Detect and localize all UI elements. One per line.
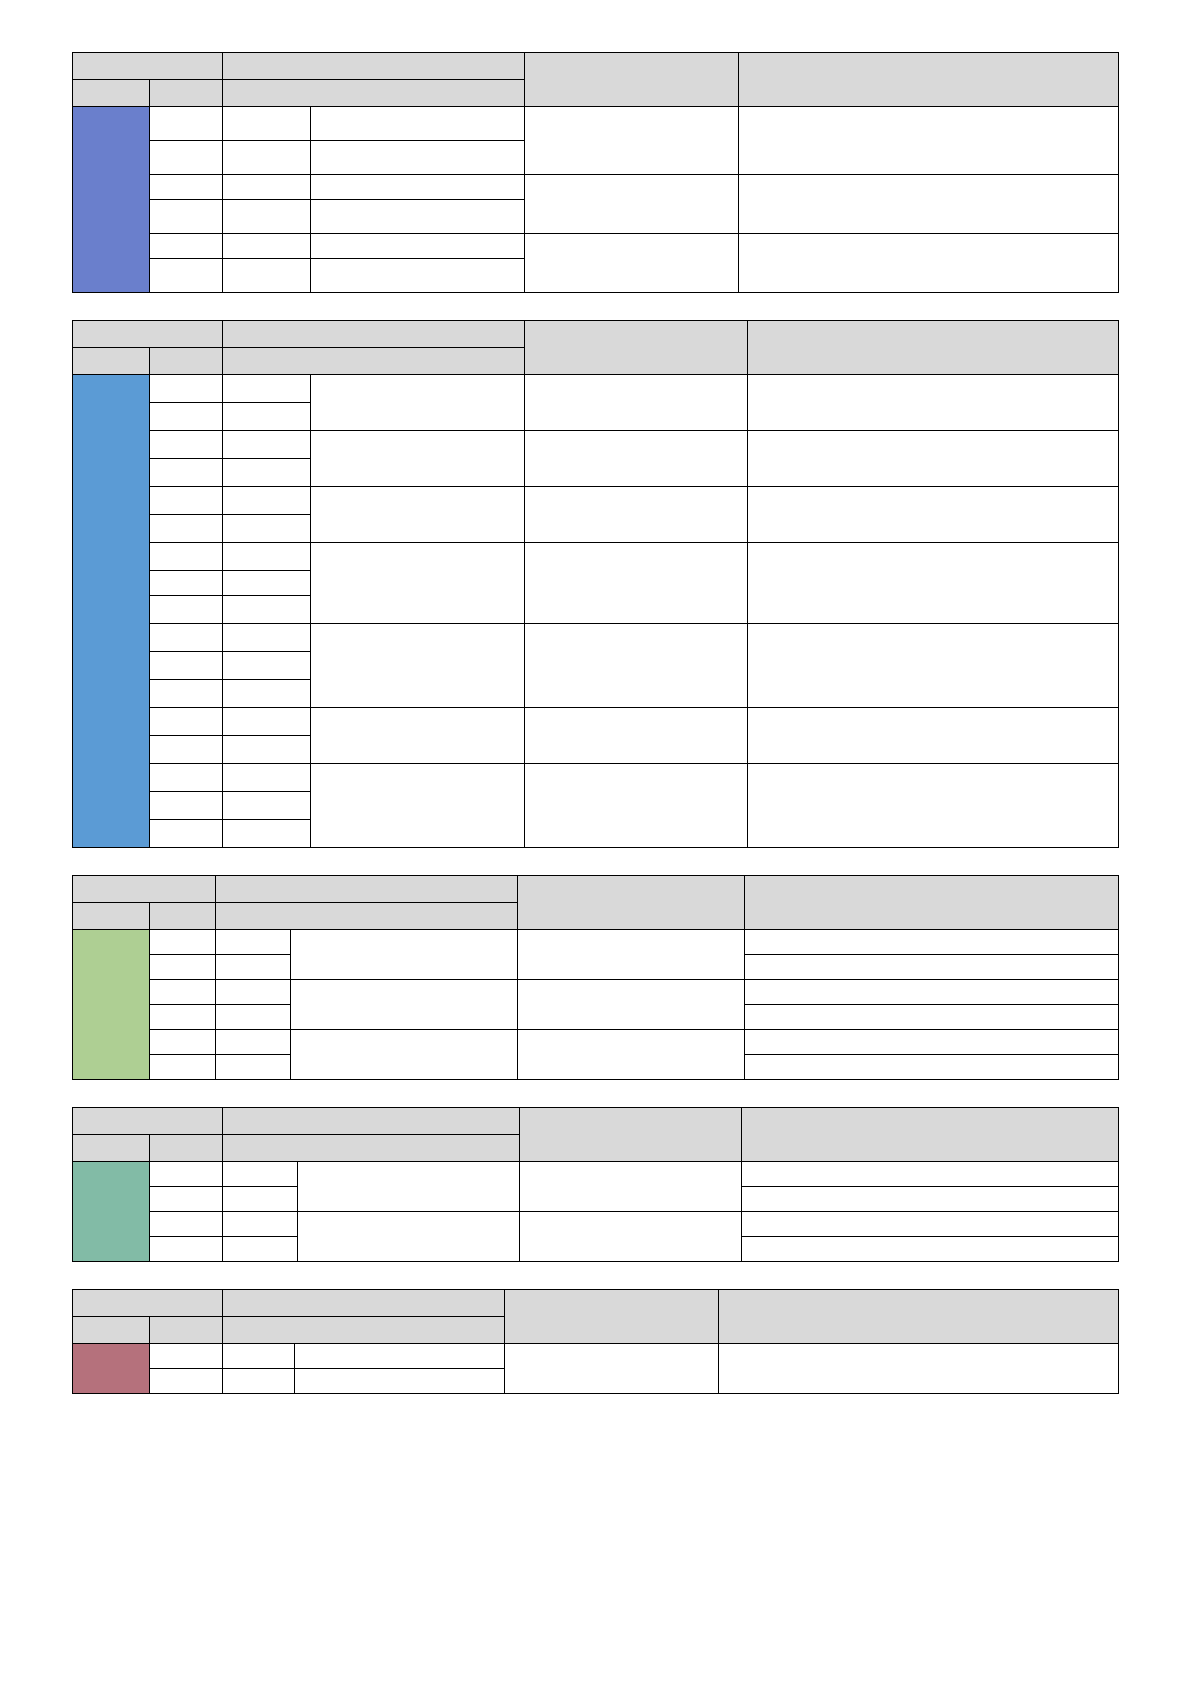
header-cell-item bbox=[223, 53, 525, 80]
cell-num bbox=[150, 487, 223, 515]
header-cell-notes bbox=[748, 321, 1119, 375]
table-row bbox=[73, 1030, 1119, 1055]
cell-notes bbox=[742, 1187, 1119, 1212]
cell-code bbox=[223, 107, 311, 141]
cell-code bbox=[222, 1187, 297, 1212]
cell-code bbox=[223, 234, 311, 259]
cell-num bbox=[150, 375, 223, 403]
table-row bbox=[73, 930, 1119, 955]
cell-item bbox=[310, 234, 524, 259]
cell-item bbox=[310, 375, 524, 431]
cell-notes bbox=[744, 1030, 1118, 1055]
cell-num bbox=[150, 792, 223, 820]
cell-code bbox=[223, 596, 311, 624]
table-block-3 bbox=[72, 875, 1119, 1080]
header-cell-category bbox=[73, 321, 223, 348]
cell-notes bbox=[742, 1212, 1119, 1237]
cell-mid bbox=[520, 1212, 742, 1262]
table-block-1 bbox=[72, 52, 1119, 293]
header-cell-category bbox=[73, 53, 223, 80]
header-cell-code bbox=[150, 348, 223, 375]
cell-item bbox=[295, 1344, 505, 1369]
cell-code bbox=[223, 200, 311, 234]
cell-notes bbox=[738, 234, 1118, 293]
cell-code bbox=[216, 930, 291, 955]
cell-item bbox=[310, 543, 524, 624]
cell-num bbox=[150, 680, 223, 708]
cell-code bbox=[216, 1030, 291, 1055]
header-cell-item-sub bbox=[222, 1317, 504, 1344]
cell-num bbox=[150, 1212, 223, 1237]
cell-code bbox=[223, 680, 311, 708]
cell-notes bbox=[742, 1237, 1119, 1262]
cell-code bbox=[223, 141, 311, 175]
table-row bbox=[73, 175, 1119, 200]
cell-code bbox=[222, 1369, 295, 1394]
header-cell-category bbox=[73, 876, 216, 903]
cell-mid bbox=[505, 1344, 719, 1394]
cell-num bbox=[150, 403, 223, 431]
cell-num bbox=[150, 1030, 216, 1055]
cell-notes bbox=[744, 930, 1118, 955]
cell-code bbox=[223, 431, 311, 459]
cell-item bbox=[310, 708, 524, 764]
table-row bbox=[73, 708, 1119, 736]
cell-mid bbox=[525, 375, 748, 431]
cell-notes bbox=[744, 1055, 1118, 1080]
cell-mid bbox=[517, 1030, 744, 1080]
header-cell-no bbox=[73, 80, 150, 107]
cell-code bbox=[223, 708, 311, 736]
cell-code bbox=[223, 543, 311, 571]
cell-code bbox=[222, 1237, 297, 1262]
cell-mid bbox=[525, 431, 748, 487]
table-row bbox=[73, 543, 1119, 571]
cell-code bbox=[223, 375, 311, 403]
cell-num bbox=[150, 764, 223, 792]
cell-num bbox=[150, 708, 223, 736]
header-cell-code bbox=[150, 80, 223, 107]
header-cell-notes bbox=[738, 53, 1118, 107]
category-accent-swatch bbox=[73, 375, 150, 848]
table-row bbox=[73, 764, 1119, 792]
cell-mid bbox=[525, 175, 738, 234]
cell-num bbox=[150, 820, 223, 848]
cell-mid bbox=[520, 1162, 742, 1212]
cell-notes bbox=[748, 431, 1119, 487]
cell-code bbox=[223, 259, 311, 293]
category-accent-swatch bbox=[73, 107, 150, 293]
table-row bbox=[73, 107, 1119, 141]
table-header-row-top bbox=[73, 876, 1119, 903]
cell-mid bbox=[525, 234, 738, 293]
header-cell-mid bbox=[525, 53, 738, 107]
cell-item bbox=[310, 107, 524, 141]
cell-notes bbox=[738, 175, 1118, 234]
table-row bbox=[73, 1212, 1119, 1237]
cell-num bbox=[150, 624, 223, 652]
header-cell-item-sub bbox=[223, 348, 525, 375]
cell-item bbox=[310, 141, 524, 175]
header-cell-notes bbox=[742, 1108, 1119, 1162]
table-header-row-top bbox=[73, 321, 1119, 348]
cell-item bbox=[297, 1162, 519, 1212]
cell-code bbox=[223, 820, 311, 848]
header-cell-code bbox=[150, 1317, 223, 1344]
cell-code bbox=[223, 515, 311, 543]
category-accent-swatch bbox=[73, 930, 150, 1080]
cell-notes bbox=[738, 107, 1118, 175]
cell-notes bbox=[744, 955, 1118, 980]
cell-notes bbox=[718, 1344, 1118, 1394]
header-cell-mid bbox=[505, 1290, 719, 1344]
cell-item bbox=[291, 1030, 518, 1080]
header-cell-item-sub bbox=[223, 80, 525, 107]
cell-num bbox=[150, 141, 223, 175]
cell-num bbox=[150, 234, 223, 259]
cell-item bbox=[291, 930, 518, 980]
cell-num bbox=[150, 515, 223, 543]
cell-mid bbox=[525, 764, 748, 848]
cell-code bbox=[222, 1162, 297, 1187]
cell-num bbox=[150, 259, 223, 293]
table-header-row-top bbox=[73, 1290, 1119, 1317]
cell-item bbox=[297, 1212, 519, 1262]
cell-num bbox=[150, 200, 223, 234]
header-cell-code bbox=[150, 903, 216, 930]
cell-item bbox=[310, 200, 524, 234]
cell-mid bbox=[525, 708, 748, 764]
cell-notes bbox=[744, 1005, 1118, 1030]
table-row bbox=[73, 487, 1119, 515]
table-header-row-top bbox=[73, 53, 1119, 80]
cell-item bbox=[310, 175, 524, 200]
cell-item bbox=[291, 980, 518, 1030]
cell-mid bbox=[525, 624, 748, 708]
cell-item bbox=[310, 259, 524, 293]
cell-num bbox=[150, 980, 216, 1005]
cell-notes bbox=[748, 375, 1119, 431]
header-cell-no bbox=[73, 348, 150, 375]
header-cell-category bbox=[73, 1290, 223, 1317]
cell-code bbox=[223, 487, 311, 515]
header-cell-no bbox=[73, 1317, 150, 1344]
table-row bbox=[73, 431, 1119, 459]
table-block-2 bbox=[72, 320, 1119, 848]
cell-mid bbox=[517, 980, 744, 1030]
cell-num bbox=[150, 431, 223, 459]
category-accent-swatch bbox=[73, 1162, 150, 1262]
cell-num bbox=[150, 930, 216, 955]
cell-code bbox=[223, 792, 311, 820]
cell-item bbox=[310, 764, 524, 848]
cell-notes bbox=[748, 624, 1119, 708]
cell-num bbox=[150, 1344, 223, 1369]
cell-num bbox=[150, 652, 223, 680]
cell-num bbox=[150, 1005, 216, 1030]
cell-item bbox=[295, 1369, 505, 1394]
header-cell-mid bbox=[517, 876, 744, 930]
header-cell-item-sub bbox=[222, 1135, 519, 1162]
cell-item bbox=[310, 624, 524, 708]
cell-num bbox=[150, 459, 223, 487]
cell-num bbox=[150, 1237, 223, 1262]
cell-code bbox=[216, 1005, 291, 1030]
header-cell-mid bbox=[520, 1108, 742, 1162]
cell-notes bbox=[748, 764, 1119, 848]
header-cell-item-sub bbox=[216, 903, 518, 930]
header-cell-item bbox=[222, 1108, 519, 1135]
cell-notes bbox=[748, 708, 1119, 764]
cell-num bbox=[150, 736, 223, 764]
header-cell-item bbox=[223, 321, 525, 348]
cell-mid bbox=[525, 543, 748, 624]
cell-code bbox=[223, 175, 311, 200]
cell-num bbox=[150, 955, 216, 980]
header-cell-notes bbox=[718, 1290, 1118, 1344]
cell-mid bbox=[525, 107, 738, 175]
header-cell-notes bbox=[744, 876, 1118, 930]
category-accent-swatch bbox=[73, 1344, 150, 1394]
header-cell-code bbox=[150, 1135, 223, 1162]
header-cell-item bbox=[222, 1290, 504, 1317]
cell-code bbox=[223, 403, 311, 431]
table-block-4 bbox=[72, 1107, 1119, 1262]
cell-mid bbox=[517, 930, 744, 980]
cell-code bbox=[223, 652, 311, 680]
cell-code bbox=[223, 764, 311, 792]
table-row bbox=[73, 1344, 1119, 1369]
table-block-5 bbox=[72, 1289, 1119, 1394]
cell-code bbox=[223, 571, 311, 596]
cell-code bbox=[222, 1212, 297, 1237]
cell-num bbox=[150, 107, 223, 141]
header-cell-category bbox=[73, 1108, 223, 1135]
cell-mid bbox=[525, 487, 748, 543]
cell-notes bbox=[748, 543, 1119, 624]
header-cell-no bbox=[73, 903, 150, 930]
header-cell-item bbox=[216, 876, 518, 903]
cell-code bbox=[216, 1055, 291, 1080]
table-row bbox=[73, 234, 1119, 259]
cell-num bbox=[150, 175, 223, 200]
cell-notes bbox=[748, 487, 1119, 543]
cell-notes bbox=[744, 980, 1118, 1005]
header-cell-mid bbox=[525, 321, 748, 375]
cell-num bbox=[150, 1187, 223, 1212]
table-row bbox=[73, 980, 1119, 1005]
table-row bbox=[73, 375, 1119, 403]
cell-num bbox=[150, 543, 223, 571]
cell-code bbox=[223, 459, 311, 487]
cell-code bbox=[216, 955, 291, 980]
cell-num bbox=[150, 571, 223, 596]
cell-code bbox=[216, 980, 291, 1005]
cell-num bbox=[150, 1369, 223, 1394]
cell-item bbox=[310, 487, 524, 543]
cell-item bbox=[310, 431, 524, 487]
cell-code bbox=[223, 736, 311, 764]
cell-notes bbox=[742, 1162, 1119, 1187]
header-cell-no bbox=[73, 1135, 150, 1162]
cell-code bbox=[222, 1344, 295, 1369]
table-row bbox=[73, 624, 1119, 652]
cell-num bbox=[150, 596, 223, 624]
table-row bbox=[73, 1162, 1119, 1187]
table-header-row-top bbox=[73, 1108, 1119, 1135]
cell-code bbox=[223, 624, 311, 652]
cell-num bbox=[150, 1162, 223, 1187]
cell-num bbox=[150, 1055, 216, 1080]
